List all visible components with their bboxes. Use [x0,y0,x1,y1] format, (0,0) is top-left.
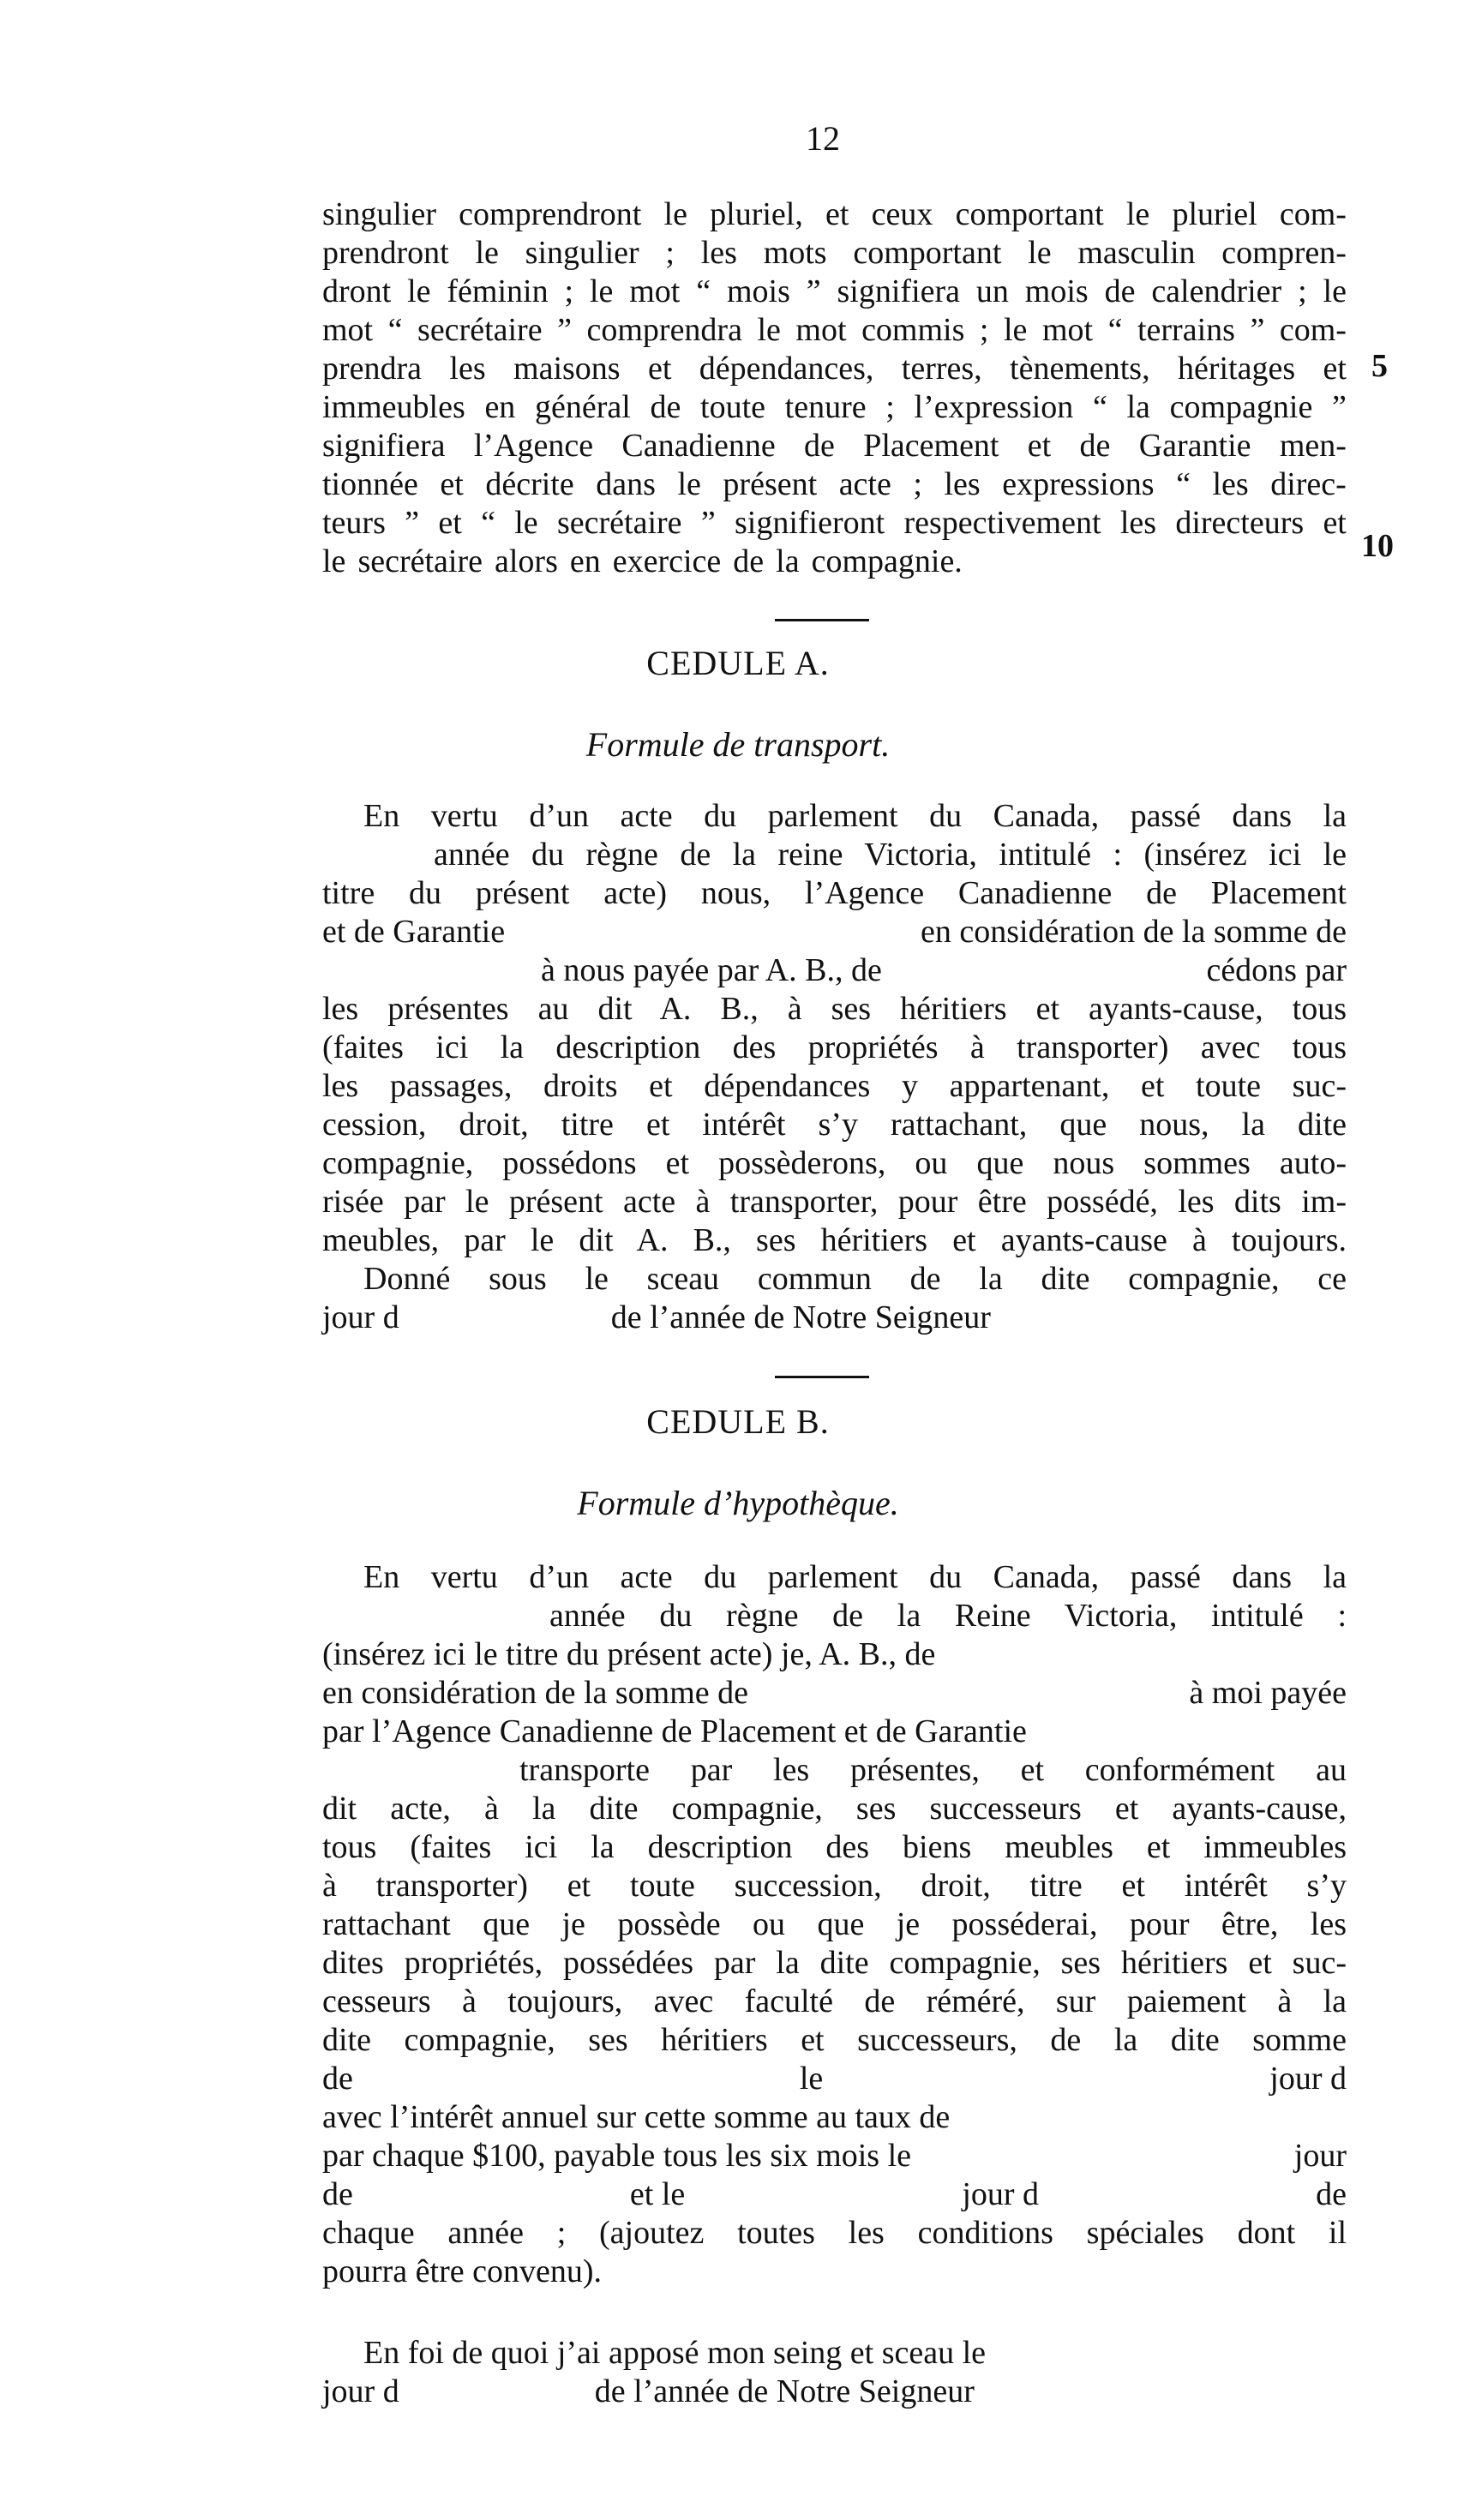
intro-word: les [1119,505,1157,541]
intro-word: toute [700,389,765,425]
text-line: dite compagnie, ses héritiers et successeurs, de la dite somme [322,2022,1347,2058]
cedule-a-body [322,797,1347,1337]
intro-line-4 [322,311,1347,350]
intro-word: et [438,505,462,541]
intro-word: de [650,389,681,425]
text-line: meubles, par le dit A. B., ses héritiers et ayants-cause à toujours. [322,1222,1347,1258]
intro-word: directeurs [1175,505,1305,541]
intro-word: le [757,312,781,348]
intro-word: secrétaire [357,543,483,579]
intro-word: “ [1176,466,1191,502]
text-line: En vertu d’un acte du parlement du Canada, passé dans la [363,798,1347,834]
intro-word: “ [696,273,711,309]
intro-word: compren- [1221,235,1347,271]
intro-word: les [700,235,737,271]
intro-word: le [1323,273,1347,309]
intro-line-6 [322,388,1347,427]
intro-line-1 [322,195,1347,234]
intro-word: héritages [1177,351,1296,387]
intro-word: de [1079,428,1111,464]
intro-word: les [944,466,981,502]
intro-word: “ [387,312,403,348]
text-line: avec l’intérêt annuel sur cette somme au taux de [322,2099,951,2135]
intro-word: signifieront [735,505,885,541]
intro-word: signifiera [837,273,961,309]
intro-word: le [1125,196,1150,232]
intro-word: comprendront [459,196,642,232]
intro-word: mot [629,273,681,309]
cedule-b-title: CEDULE B. [646,1402,830,1441]
intro-word: terrains [1137,312,1235,348]
text-line: de et le jour d de [322,2176,1347,2212]
intro-word: prendra [322,351,423,387]
intro-word: Garantie [1138,428,1251,464]
intro-line-5 [322,350,1347,388]
intro-word: ” [1250,312,1265,348]
text-line: (faites ici la description des propriétés à transporter) avec tous [322,1029,1347,1065]
intro-word: le [589,273,614,309]
intro-word: un [975,273,1009,309]
intro-word: la [1126,389,1150,425]
text-line: tous (faites ici la description des biens meubles et immeubles [322,1829,1347,1865]
intro-word: le [663,196,687,232]
cedule-b-subtitle: Formule d’hypothèque. [577,1484,899,1522]
intro-word: mois [1024,273,1089,309]
intro-word: maisons [513,351,621,387]
text-line: risée par le présent acte à transporter, pour être possédé, les dits im- [322,1184,1347,1220]
intro-word: le [1003,312,1028,348]
intro-word: les [449,351,486,387]
intro-word: secrétaire [556,505,682,541]
intro-word: les [1212,466,1249,502]
intro-word: le [475,235,499,271]
intro-word: calendrier [1151,273,1282,309]
text-line: compagnie, possédons et possèderons, ou que nous sommes auto- [322,1145,1347,1181]
intro-line-3 [322,273,1347,311]
text-line: à transporter) et toute succession, droit, titre et intérêt s’y [322,1868,1347,1904]
text-line: jour d de l’année de Notre Seigneur [322,2373,975,2409]
intro-word: com- [1279,312,1347,348]
intro-word: mots [763,235,827,271]
intro-word: alors [494,543,558,579]
intro-word: immeubles [322,389,465,425]
text-line: à nous payée par A. B., de cédons par [541,952,1347,988]
intro-word: tionnée [322,466,418,502]
intro-word: féminin [447,273,549,309]
intro-word: dront [322,273,392,309]
intro-word: l’expression [914,389,1074,425]
text-line: année du règne de la Reine Victoria, intitulé : [549,1598,1347,1634]
text-line: cession, droit, titre et intérêt s’y rattachant, que nous, la dite [322,1107,1347,1143]
intro-word: masculin [1077,235,1196,271]
intro-word: comportant [955,196,1104,232]
intro-line-8 [322,465,1347,504]
intro-word: commis [861,312,965,348]
text-line: en considération de la somme de à moi payée [322,1675,1347,1711]
intro-word: tènements, [1010,351,1150,387]
intro-word: et [1027,428,1052,464]
intro-word: “ [1107,312,1123,348]
text-line: En foi de quoi j’ai apposé mon seing et sceau le [363,2335,987,2371]
cedule-a-title: CEDULE A. [646,644,830,682]
intro-word: ” [700,505,716,541]
cedule-b-body [322,1558,1347,2411]
section-divider-a [775,619,869,621]
intro-line-7 [322,427,1347,465]
text-line: année du règne de la reine Victoria, intitulé : (insérez ici le [434,837,1347,873]
intro-word: de [733,543,765,579]
intro-word: de [1104,273,1136,309]
intro-word: compagnie. [811,543,963,579]
intro-line-2 [322,234,1347,273]
intro-word: ; [979,312,989,348]
intro-word: exercice [612,543,722,579]
intro-word: dans [596,466,656,502]
intro-word: ” [557,312,572,348]
intro-word: la [776,543,800,579]
intro-word: direc- [1270,466,1347,502]
intro-word: décrite [485,466,574,502]
text-line: les présentes au dit A. B., à ses héritiers et ayants-cause, tous [322,991,1347,1027]
intro-word: Placement [863,428,999,464]
line-number-10: 10 [1361,528,1394,564]
intro-word: le [407,273,431,309]
intro-word: dépendances, [699,351,874,387]
text-line: pourra être convenu). [322,2253,603,2289]
intro-word: le [322,543,346,579]
intro-word: ; [885,389,895,425]
intro-word: terres, [901,351,982,387]
intro-word: général [534,389,631,425]
intro-word: pluriel, [710,196,803,232]
intro-word: signifiera [322,428,446,464]
intro-word: pluriel [1172,196,1257,232]
intro-word: l’Agence [473,428,594,464]
text-line: dit acte, à la dite compagnie, ses successeurs et ayants-cause, [322,1791,1347,1827]
cedule-a-subtitle: Formule de transport. [585,725,891,764]
text-line: Donné sous le sceau commun de la dite compagnie, ce [363,1261,1347,1297]
intro-word: en [569,543,601,579]
intro-word: et [440,466,464,502]
intro-paragraph [322,195,1347,581]
text-line: et de Garantie en considération de la somme de [322,914,1347,950]
intro-word: comprendra [586,312,742,348]
text-line: cesseurs à toujours, avec faculté de réméré, sur paiement à la [322,1983,1347,2019]
intro-word: le [677,466,701,502]
intro-word: com- [1279,196,1347,232]
intro-word: singulier [525,235,639,271]
text-line: les passages, droits et dépendances y appartenant, et toute suc- [322,1068,1347,1104]
text-line: titre du présent acte) nous, l’Agence Canadienne de Placement [322,875,1347,911]
intro-word: acte [838,466,891,502]
text-line: (insérez ici le titre du présent acte) je, A. B., de [322,1636,936,1672]
text-line: par l’Agence Canadienne de Placement et de Garantie [322,1713,1027,1749]
intro-word: “ [1092,389,1107,425]
text-line: rattachant que je possède ou que je posséderai, pour être, les [322,1906,1347,1942]
text-line: par chaque $100, payable tous les six mois le jour [322,2138,1347,2174]
intro-word: ; [913,466,922,502]
intro-word: teurs [322,505,386,541]
intro-word: ceux [871,196,933,232]
intro-word: en [484,389,516,425]
intro-word: mot [795,312,847,348]
intro-word: ; [665,235,675,271]
intro-word: mot [322,312,374,348]
intro-word: et [1323,505,1347,541]
intro-word: ” [1331,389,1347,425]
text-line: En vertu d’un acte du parlement du Canada, passé dans la [363,1559,1347,1595]
intro-word: respectivement [903,505,1101,541]
intro-word: ; [1298,273,1307,309]
intro-word: et [825,196,849,232]
intro-word: “ [481,505,495,541]
text-line: de le jour d [322,2061,1347,2097]
intro-line-10 [322,543,1347,581]
intro-word: le [1028,235,1052,271]
intro-word: tenure [784,389,867,425]
intro-word: compagnie [1169,389,1313,425]
intro-word: ; [564,273,574,309]
intro-word: secrétaire [417,312,543,348]
intro-word: présent [723,466,818,502]
intro-word: singulier [322,196,436,232]
intro-word: men- [1279,428,1347,464]
text-line: jour d de l’année de Notre Seigneur [322,1299,991,1335]
text-line: dites propriétés, possédées par la dite compagnie, ses héritiers et suc- [322,1945,1347,1981]
text-line: chaque année ; (ajoutez toutes les conditions spéciales dont il [322,2215,1347,2251]
intro-word: ” [806,273,821,309]
intro-word: et [647,351,672,387]
intro-word: Canadienne [621,428,776,464]
intro-line-9 [322,504,1347,543]
intro-word: ” [405,505,420,541]
intro-word: de [804,428,835,464]
page-number: 12 [806,119,840,158]
intro-word: mot [1041,312,1094,348]
intro-word: et [1323,351,1347,387]
section-divider-b [775,1376,869,1378]
intro-word: expressions [1002,466,1155,502]
intro-word: le [514,505,538,541]
intro-word: comportant [853,235,1002,271]
line-number-5: 5 [1371,348,1388,384]
intro-word: mois [726,273,790,309]
intro-word: prendront [322,235,449,271]
text-line: transporte par les présentes, et conformément au [519,1752,1347,1788]
